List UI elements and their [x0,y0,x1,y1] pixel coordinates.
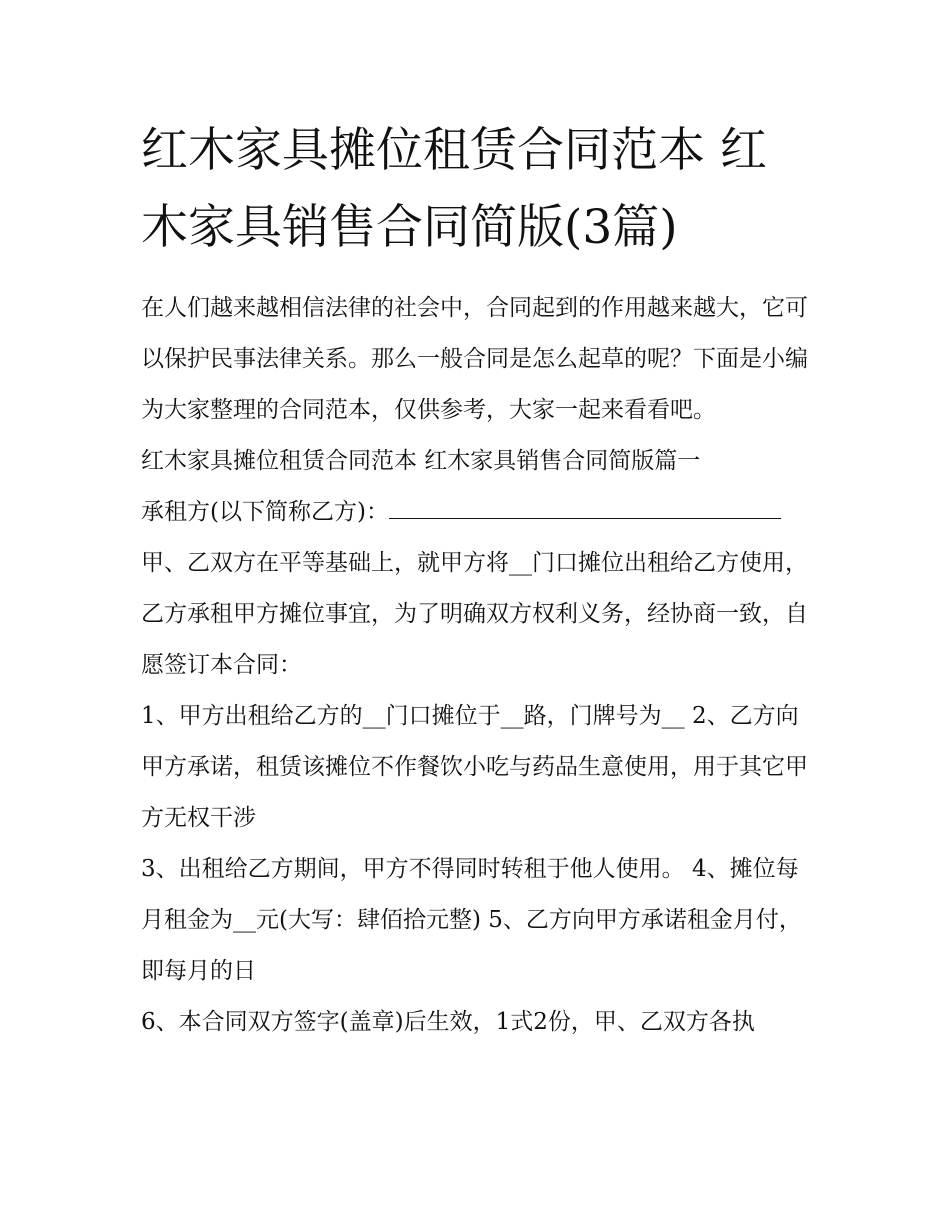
tenant-blank [389,496,781,519]
document-page [141,112,813,1048]
clause-1-2: 1、甲方出租给乙方的__门口摊位于__路，门牌号为__ 2、乙方向甲方承诺，租赁该摊位不作餐饮小吃与药品生意使用，用于其它甲方无权干涉 [141,703,808,831]
intro-paragraph: 在人们越来越相信法律的社会中，合同起到的作用越来越大，它可以保护民事法律关系。那么一般合同是怎么起草的呢？下面是小编为大家整理的合同范本，仅供参考，大家一起来看看吧。 [141,295,808,423]
tenant-line [141,487,813,538]
document-title: 红木家具摊位租赁合同范本 红木家具销售合同简版(3篇) [141,123,767,255]
preamble-paragraph: 甲、乙双方在平等基础上，就甲方将__门口摊位出租给乙方使用，乙方承租甲方摊位事宜，为了明确双方权利义务，经协商一致，自愿签订本合同： [141,550,808,678]
section-heading: 红木家具摊位租赁合同范本 红木家具销售合同简版篇一 [141,448,701,474]
clause-6: 6、本合同双方签字(盖章)后生效，1式2份，甲、乙双方各执 [141,1009,755,1035]
tenant-label: 承租方(以下简称乙方)： [141,499,389,525]
clause-3-5: 3、出租给乙方期间，甲方不得同时转租于他人使用。 4、摊位每月租金为__元(大写：肆佰拾元整) 5、乙方向甲方承诺租金月付，即每月的日 [141,856,802,984]
